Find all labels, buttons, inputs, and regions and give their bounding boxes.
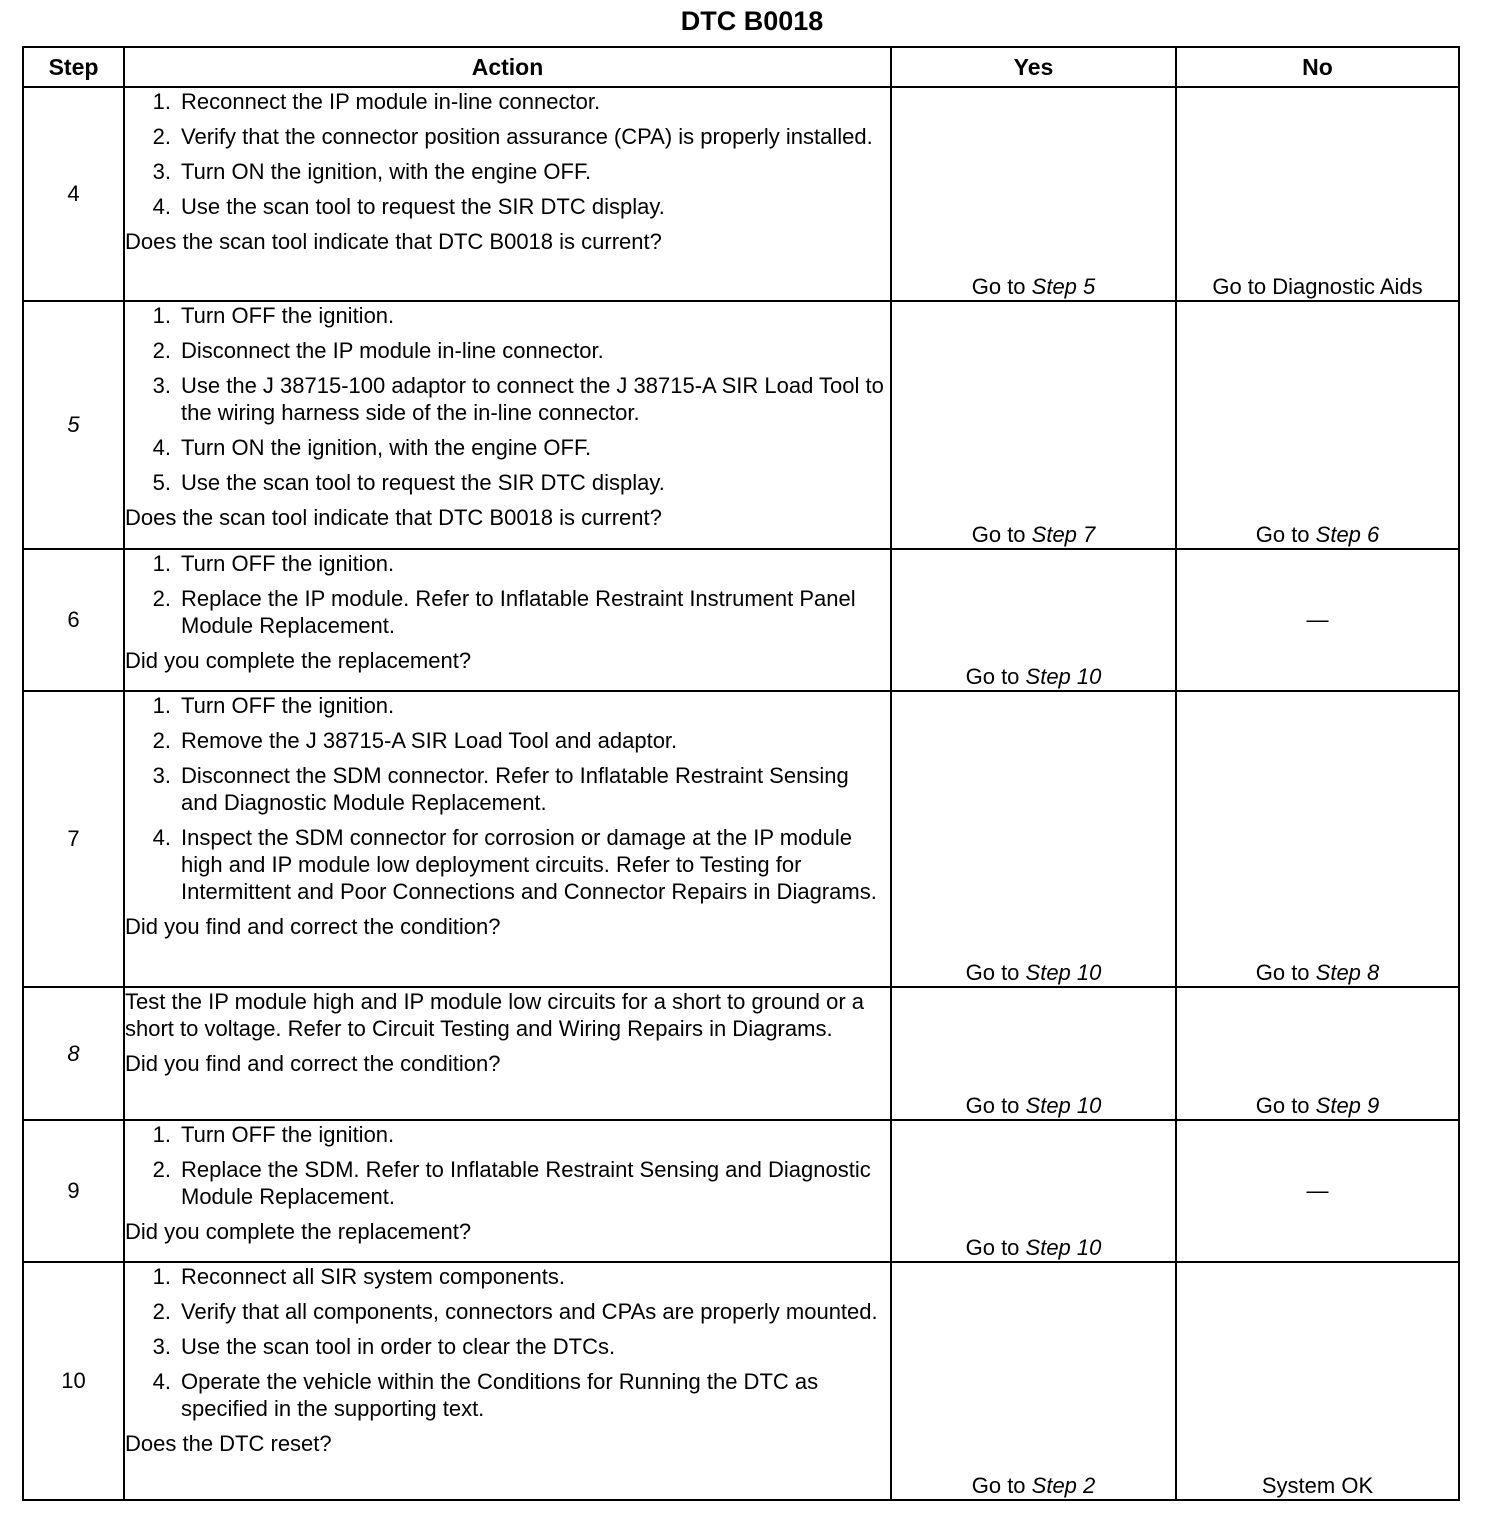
list-item: 1. Reconnect the IP module in-line connector. bbox=[152, 89, 601, 114]
list-item: 4. Use the scan tool to request the SIR DTC display. bbox=[152, 194, 665, 219]
step-number: 10 bbox=[23, 1262, 124, 1500]
action-cell bbox=[124, 301, 891, 549]
action-list bbox=[125, 550, 890, 639]
list-item: 1. Reconnect all SIR system components. bbox=[152, 1264, 565, 1289]
header-yes: Yes bbox=[891, 47, 1176, 87]
step-number: 4 bbox=[23, 87, 124, 301]
list-item: 1. Turn OFF the ignition. bbox=[152, 303, 395, 328]
action-list bbox=[125, 692, 890, 905]
table-row bbox=[23, 691, 1459, 987]
action-cell bbox=[124, 549, 891, 691]
action-cell bbox=[124, 987, 891, 1120]
action-cell bbox=[124, 87, 891, 301]
yes-cell: Go to Step 10 bbox=[891, 987, 1176, 1120]
no-cell: — bbox=[1176, 1120, 1459, 1262]
list-item: 4. Operate the vehicle within the Conditions for Running the DTC as specified in the supporting text. bbox=[152, 1369, 819, 1421]
question: Does the scan tool indicate that DTC B0018 is current? bbox=[125, 229, 662, 254]
list-item: 1. Turn OFF the ignition. bbox=[152, 693, 395, 718]
step-number: 6 bbox=[23, 549, 124, 691]
table-row bbox=[23, 87, 1459, 301]
list-item: 2. Disconnect the IP module in-line connector. bbox=[152, 338, 604, 363]
diagnostic-table bbox=[22, 46, 1460, 1501]
question: Did you find and correct the condition? bbox=[125, 914, 501, 939]
question: Did you complete the replacement? bbox=[125, 1219, 472, 1244]
question: Did you complete the replacement? bbox=[125, 648, 472, 673]
no-cell: System OK bbox=[1176, 1262, 1459, 1500]
yes-cell: Go to Step 10 bbox=[891, 691, 1176, 987]
page-title: DTC B0018 bbox=[680, 6, 824, 36]
step-number: 8 bbox=[23, 987, 124, 1120]
action-cell bbox=[124, 1262, 891, 1500]
no-cell: Go to Step 9 bbox=[1176, 987, 1459, 1120]
no-cell: — bbox=[1176, 549, 1459, 691]
list-item: 2. Replace the IP module. Refer to Inflatable Restraint Instrument Panel Module Replacement. bbox=[152, 586, 856, 638]
action-paragraph: Test the IP module high and IP module low circuits for a short to ground or a short to voltage. Refer to Circuit Testing and Wiring Repairs in Diagrams. bbox=[125, 989, 865, 1041]
list-item: 2. Remove the J 38715-A SIR Load Tool and adaptor. bbox=[152, 728, 678, 753]
yes-cell: Go to Step 7 bbox=[891, 301, 1176, 549]
list-item: 2. Verify that all components, connectors and CPAs are properly mounted. bbox=[152, 1299, 878, 1324]
list-item: 2. Replace the SDM. Refer to Inflatable Restraint Sensing and Diagnostic Module Replacement. bbox=[152, 1157, 871, 1209]
no-cell: Go to Step 8 bbox=[1176, 691, 1459, 987]
table-row bbox=[23, 301, 1459, 549]
action-list bbox=[125, 1263, 890, 1422]
list-item: 5. Use the scan tool to request the SIR DTC display. bbox=[152, 470, 665, 495]
question: Did you find and correct the condition? bbox=[125, 1051, 501, 1076]
list-item: 1. Turn OFF the ignition. bbox=[152, 1122, 395, 1147]
list-item: 3. Turn ON the ignition, with the engine OFF. bbox=[152, 159, 592, 184]
table-row bbox=[23, 1262, 1459, 1500]
header-step: Step bbox=[23, 47, 124, 87]
table-row bbox=[23, 1120, 1459, 1262]
header-no: No bbox=[1176, 47, 1459, 87]
action-cell bbox=[124, 691, 891, 987]
action-list bbox=[125, 88, 890, 220]
list-item: 4. Inspect the SDM connector for corrosion or damage at the IP module high and IP module low deployment circuits. Refer to Testing for Intermittent and Poor Connections and Connector Repairs in Diagrams. bbox=[152, 825, 877, 904]
action-cell bbox=[124, 1120, 891, 1262]
list-item: 3. Disconnect the SDM connector. Refer to Inflatable Restraint Sensing and Diagnostic Module Replacement. bbox=[152, 763, 849, 815]
list-item: 4. Turn ON the ignition, with the engine OFF. bbox=[152, 435, 592, 460]
header-action: Action bbox=[124, 47, 891, 87]
yes-cell: Go to Step 10 bbox=[891, 1120, 1176, 1262]
list-item: 1. Turn OFF the ignition. bbox=[152, 551, 395, 576]
yes-cell: Go to Step 10 bbox=[891, 549, 1176, 691]
list-item: 2. Verify that the connector position assurance (CPA) is properly installed. bbox=[152, 124, 873, 149]
action-list bbox=[125, 302, 890, 496]
action-list bbox=[125, 1121, 890, 1210]
list-item: 3. Use the scan tool in order to clear the DTCs. bbox=[152, 1334, 616, 1359]
yes-cell: Go to Step 5 bbox=[891, 87, 1176, 301]
header-row bbox=[23, 47, 1459, 87]
question: Does the scan tool indicate that DTC B0018 is current? bbox=[125, 505, 662, 530]
no-cell: Go to Step 6 bbox=[1176, 301, 1459, 549]
table-row bbox=[23, 987, 1459, 1120]
step-number: 7 bbox=[23, 691, 124, 987]
table-row bbox=[23, 549, 1459, 691]
list-item: 3. Use the J 38715-100 adaptor to connect the J 38715-A SIR Load Tool to the wiring harness side of the in-line connector. bbox=[152, 373, 884, 425]
no-cell: Go to Diagnostic Aids bbox=[1176, 87, 1459, 301]
yes-cell: Go to Step 2 bbox=[891, 1262, 1176, 1500]
question: Does the DTC reset? bbox=[125, 1431, 332, 1456]
step-number: 9 bbox=[23, 1120, 124, 1262]
step-number: 5 bbox=[23, 301, 124, 549]
